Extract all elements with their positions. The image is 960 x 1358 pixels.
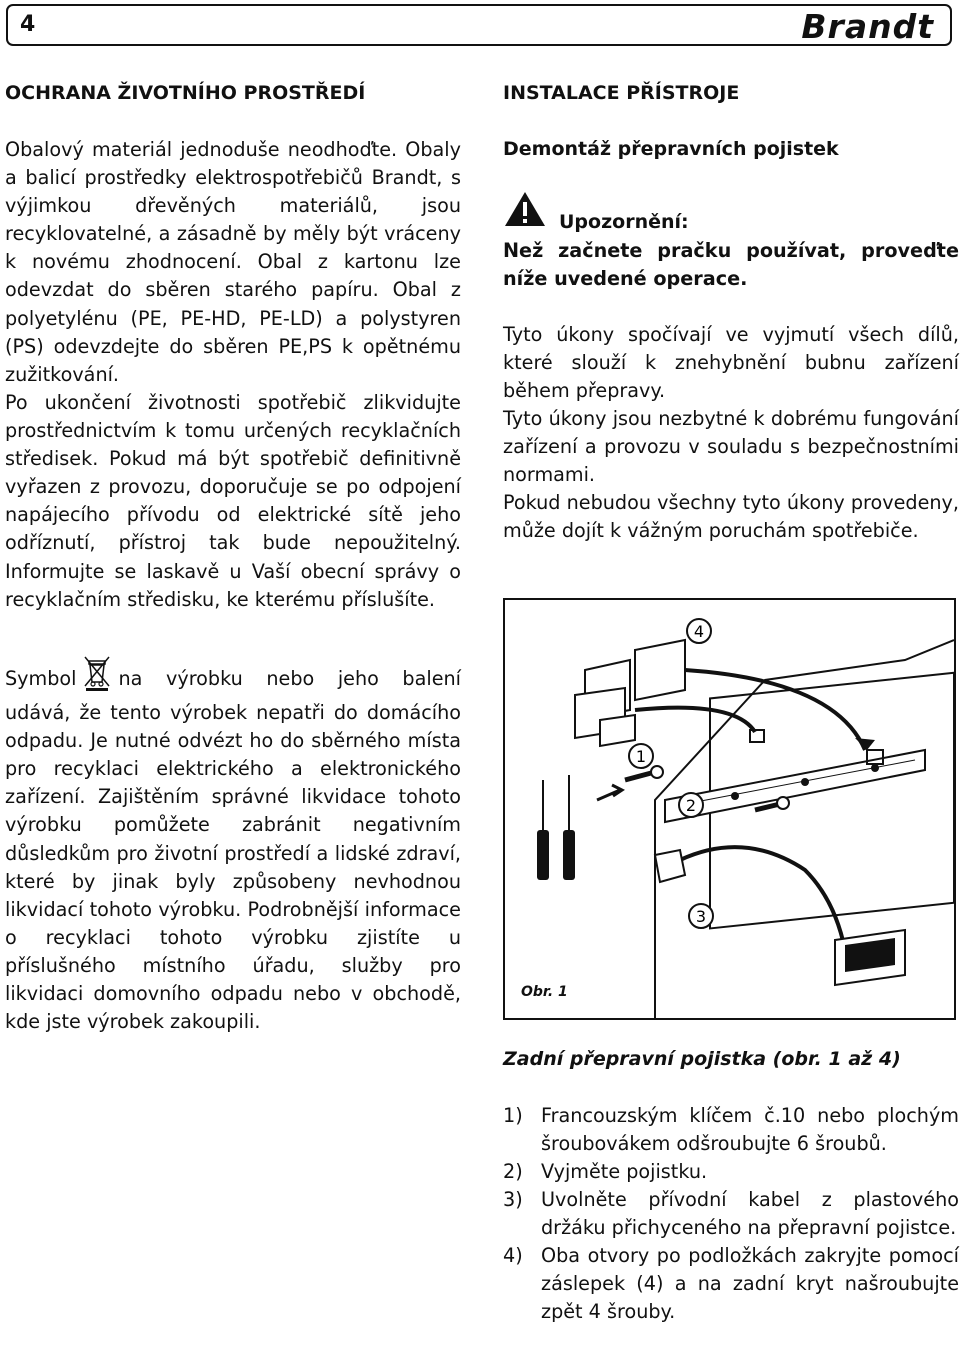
page-number: 4	[20, 12, 36, 37]
installation-heading: INSTALACE PŘÍSTROJE	[503, 82, 740, 104]
crossed-bin-icon	[82, 655, 112, 699]
warning-text: Než začnete pračku používat, proveďte níže uvedené operace.	[503, 239, 959, 290]
rear-lock-caption: Zadní přepravní pojistka (obr. 1 až 4)	[503, 1048, 901, 1070]
callout-1: 1	[635, 747, 647, 766]
warning-title: Upozornění:	[559, 211, 689, 233]
figure-1	[503, 598, 956, 1020]
list-item: 3) Uvolněte přívodní kabel z plastového držáku přichyceného na přepravní pojistce.	[503, 1188, 959, 1239]
callout-4: 4	[693, 622, 705, 641]
weee-paragraph	[5, 655, 461, 1036]
transport-locks-subheading: Demontáž přepravních pojistek	[503, 138, 839, 160]
packaging-paragraph: Obalový materiál jednoduše neodhoďte. Obaly a balicí prostředky elektrospotřebičů Brandt, s výjimkou dřevěných materiálů, jsou recyklovatelné, a zásadně by měly být vráceny k novému zhodnocení. Obal z kartonu lze odevzdat do sběren starého papíru. Obal z polyetylénu (PE, PE-HD, PE-LD) a polystyren (PS) odevzdejte do sběren PE,PS k opětnému zužitkování.	[5, 138, 461, 386]
list-item: 4) Oba otvory po podložkách zakryjte pomocí záslepek (4) a na zadní kryt našroubujte zpět 4 šrouby.	[503, 1244, 959, 1323]
environment-heading: OCHRANA ŽIVOTNÍHO PROSTŘEDÍ	[5, 82, 366, 104]
callout-2: 2	[685, 796, 697, 815]
figure-caption: Obr. 1	[521, 984, 568, 1000]
locks-warning-paragraph: Pokud nebudou všechny tyto úkony provedeny, může dojít k vážným poruchám spotřebiče.	[503, 491, 959, 543]
brand-logo: Brandt	[801, 7, 934, 46]
page-header	[6, 4, 952, 46]
locks-intro-paragraph: Tyto úkony spočívají ve vyjmutí všech dílů, které slouží k znehybnění bubnu zařízení během přepravy.	[503, 323, 959, 403]
weee-text-after: na výrobku nebo jeho balení udává, že tento výrobek nepatři do domácího odpadu. Je nutné odvézt ho do sběrného místa pro recyklaci elektrického a elektronického zařízení. Zajištěním správné likvidace tohoto výrobku pomůžete zabránit negativním důsledkům pro životní prostředí a lidské zdraví, které by jinak byly způsobeny nevhodnou likvidací tohoto výrobku. Podrobnější informace o recyklaci tohoto výrobku zjistíte u příslušného místního úřadu, služby pro likvidaci domovního odpadu nebo v obchodě, kde jste výrobek zakoupili.	[5, 667, 461, 1034]
steps-list	[503, 1102, 959, 1326]
callout-3: 3	[695, 907, 707, 926]
disposal-paragraph: Po ukončení životnosti spotřebič zlikvidujte prostřednictvím k tomu určených recyklačních středisek. Pokud má být spotřebič definitivně vyřazen z provozu, doporučuje se po odpojení napájecího přívodu od elektrické sítě jeho odříznutí, přístroj tak bude nepoužitelný. Informujte se laskavě u Vaší obecní správy o recyklačním středisku, ke kterému příslušíte.	[5, 391, 461, 611]
weee-text-before: Symbol	[5, 667, 77, 690]
list-item: 1) Francouzským klíčem č.10 nebo plochým šroubovákem odšroubujte 6 šroubů.	[503, 1104, 959, 1155]
locks-necessity-paragraph: Tyto úkony jsou nezbytné k dobrému fungování zařízení a provozu v souladu s bezpečnostními normami.	[503, 407, 959, 487]
list-item: 2) Vyjměte pojistku.	[503, 1160, 708, 1183]
warning-icon	[503, 190, 547, 232]
washing-machine-rear-illustration	[505, 600, 954, 1018]
